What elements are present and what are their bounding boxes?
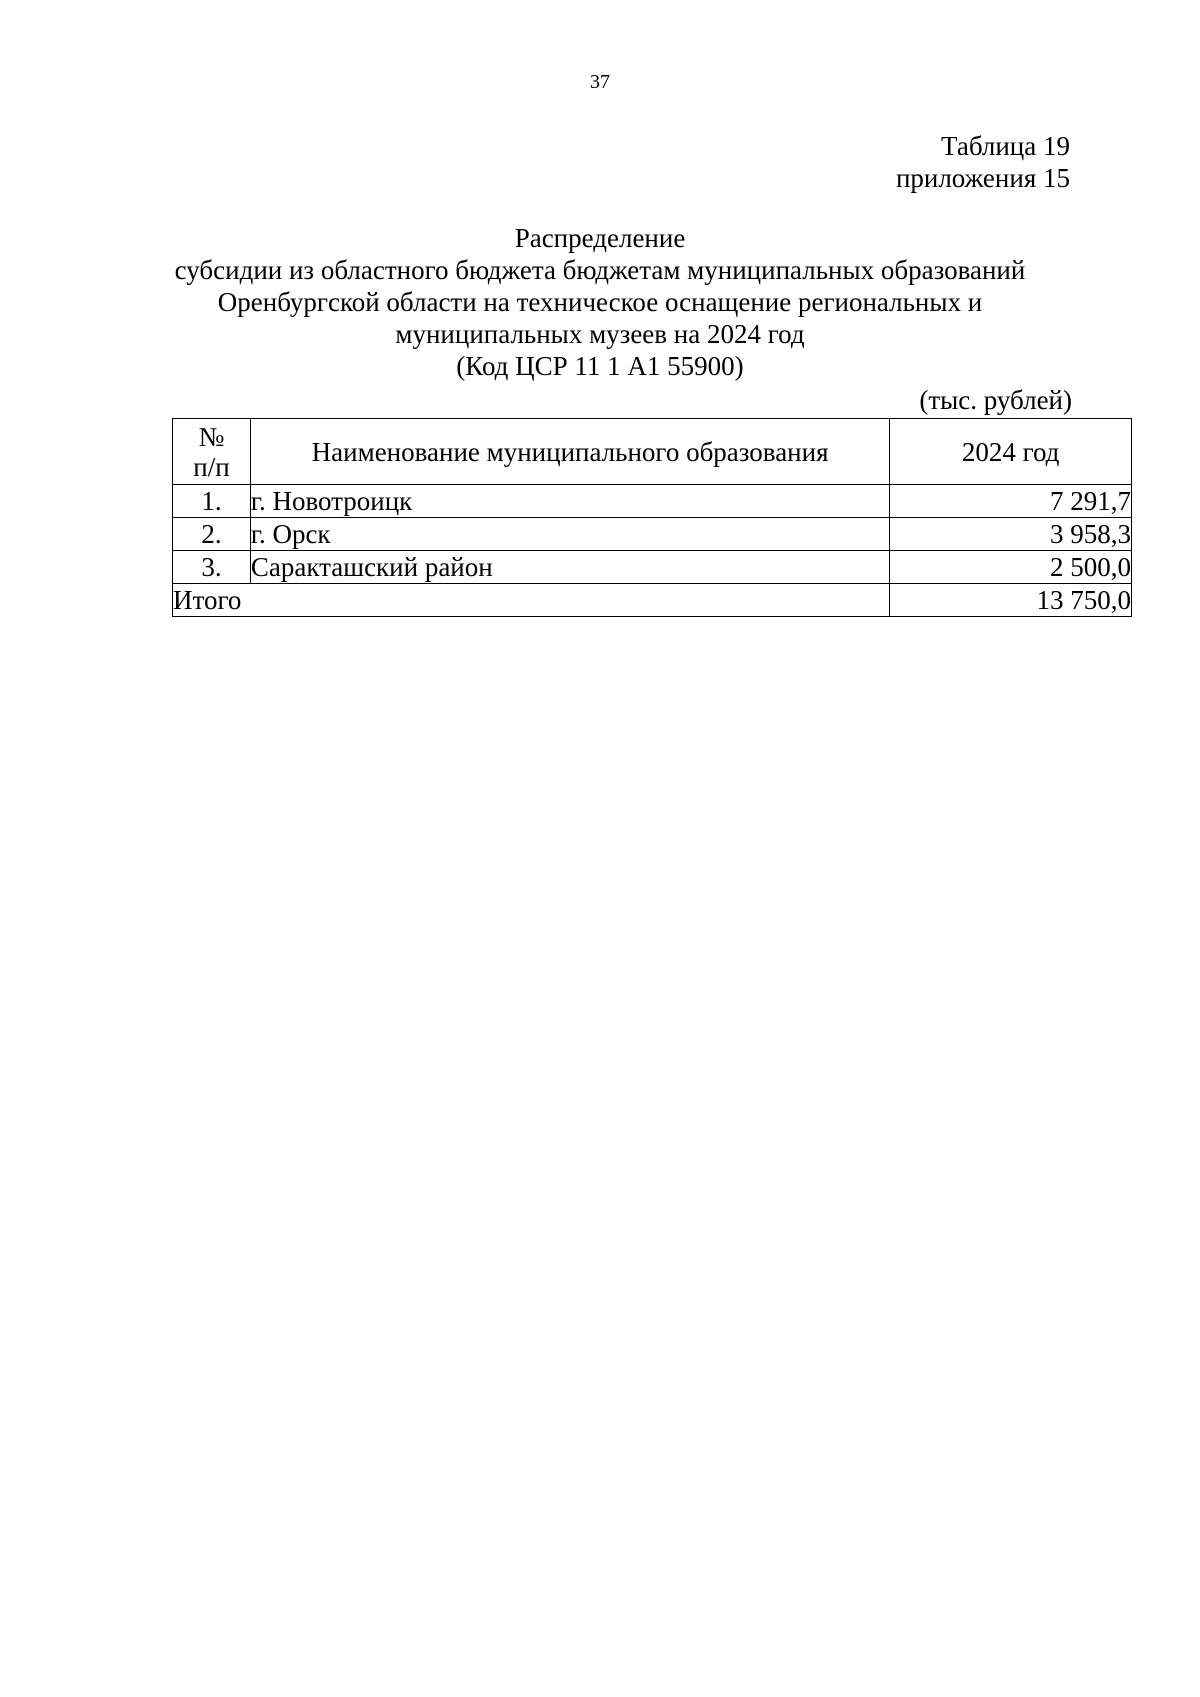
table-header-row [173,419,1132,485]
row-number: 3. [173,551,251,584]
document-title [130,222,1070,382]
header-name: Наименование муниципального образования [250,419,889,485]
row-name: г. Орск [250,518,889,551]
row-value: 3 958,3 [890,518,1132,551]
appendix-reference-line: приложения 15 [895,163,1070,193]
total-row [173,584,1132,617]
page-number: 37 [590,71,610,93]
header-year: 2024 год [890,419,1132,485]
title-line: субсидии из областного бюджета бюджетам муниципальных образований [174,255,1026,285]
total-value: 13 750,0 [890,584,1132,617]
distribution-table [172,418,1132,617]
title-line: Оренбургской области на техническое оснащение региональных и [217,287,983,317]
row-value: 2 500,0 [890,551,1132,584]
row-value: 7 291,7 [890,485,1132,518]
table-reference-line: Таблица 19 [941,131,1070,161]
table-row [173,485,1132,518]
total-label: Итого [173,584,890,617]
title-code-line: (Код ЦСР 11 1 А1 55900) [456,351,744,381]
row-name: Саракташский район [250,551,889,584]
header-number-abbr: п/п [193,451,230,482]
header-number [173,419,251,485]
table-row [173,518,1132,551]
table-reference [896,130,1070,194]
title-line: Распределение [514,223,686,253]
row-number: 1. [173,485,251,518]
header-number-sign: № [198,421,225,452]
table-row [173,551,1132,584]
title-line: муниципальных музеев на 2024 год [395,319,805,349]
units-label: (тыс. рублей) [919,385,1072,415]
row-name: г. Новотроицк [250,485,889,518]
row-number: 2. [173,518,251,551]
